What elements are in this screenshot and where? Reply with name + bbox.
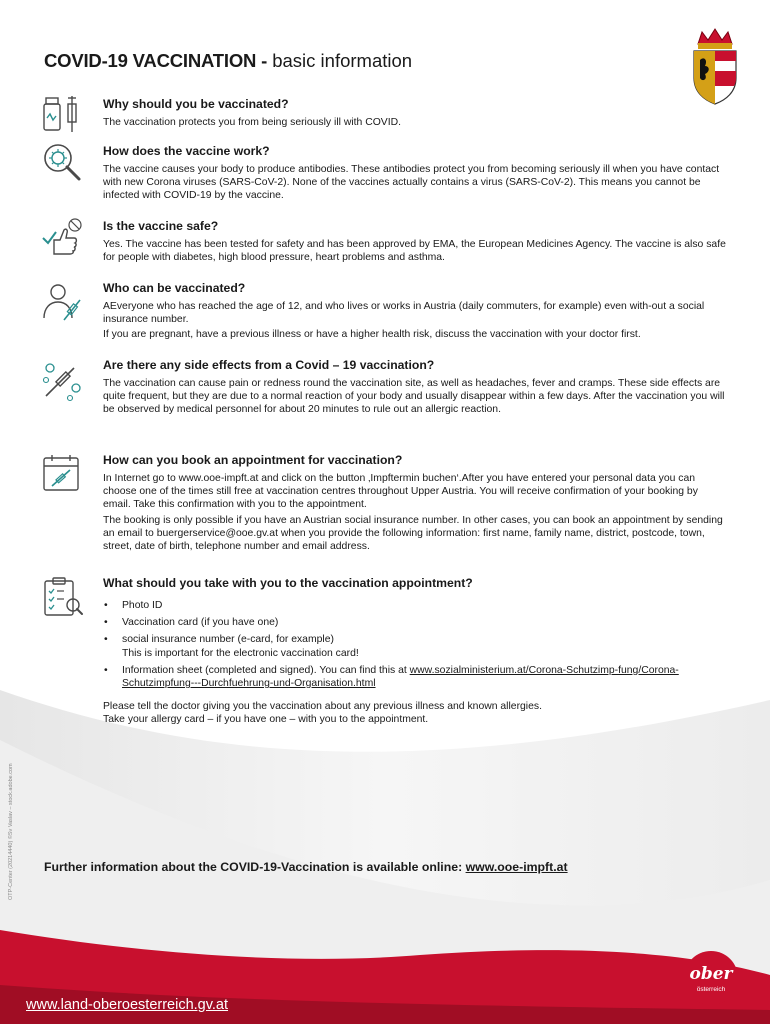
section-why-vaccinated [103,97,728,129]
list-item: • Photo ID [103,599,728,612]
clipboard-checklist-icon [40,575,84,619]
person-syringe-icon [40,280,84,324]
list-item: • social insurance number (e-card, for example) This is important for the electronic vaccination card! [103,633,728,659]
syringe-virus-icon [40,358,84,402]
vaccine-vial-syringe-icon [40,92,84,136]
coat-of-arms-icon [688,26,742,106]
photo-credit: OTP-Center (20214440) ©Sv Vaslav – stock.adobe.com [8,763,14,900]
section-heading: How does the vaccine work? [103,144,270,158]
section-text: In Internet go to www.ooe-impft.at and click on the button ‚Impftermin buchen‘.After you have entered your personal data you can choose one of the times still free at vaccination centres throughout Upper Austria. You will receive confirmation of your booking by email. Take this confirmation with you to the appointment. [103,473,698,511]
section-vaccine-safe [103,219,728,264]
section-heading: Are there any side effects from a Covid – 19 vaccination? [103,358,435,372]
footer-website-link[interactable]: www.land-oberoesterreich.gv.at [26,997,229,1013]
section-text: If you are pregnant, have a previous illness or have a higher health risk, discuss the vaccination with your doctor first. [103,329,641,341]
ooe-impft-link[interactable]: www.ooe-impft.at [465,860,568,874]
list-item: • Information sheet (completed and signed). You can find this at www.sozialministerium.at/Corona-Schutzimp-fung/Corona-Schutzimpfung---Durchfuehrung-und-Organisation.html [103,664,728,690]
virus-magnifier-icon [40,140,84,184]
svg-text:ober: ober [689,964,733,984]
section-text: The vaccination protects you from being seriously ill with COVID. [103,117,401,128]
section-text: Yes. The vaccine has been tested for safety and has been approved by EMA, the European Medicines Agency. The vaccine is also safe for people with diabetes, high blood pressure, heart problems and asthma. [103,239,726,264]
section-heading: Who can be vaccinated? [103,281,246,295]
section-heading: Is the vaccine safe? [103,219,219,233]
section-text: AEveryone who has reached the age of 12, and who lives or works in Austria (daily commuters, for example) even with-out a social insurance number. [103,301,705,326]
closing-note: Please tell the doctor giving you the vaccination about any previous illness and known allergies. Take your allergy card – if you have one – with you to the appointment. [103,701,542,726]
list-item: • Vaccination card (if you have one) [103,616,728,629]
checklist [103,599,728,690]
section-heading: What should you take with you to the vaccination appointment? [103,576,473,590]
calendar-syringe-icon [40,452,84,496]
page-title: COVID-19 VACCINATION - basic information [44,50,413,71]
section-text: The vaccination can cause pain or redness round the vaccination site, as well as headaches, fever and cramps. These side effects are quite frequent, but they are due to a normal reaction of your body and usually disappear within a few days. After the vaccination you will be observed by medical personnel for about 20 minutes to rule out an allergic reaction. [103,378,725,416]
ober-oesterreich-logo [683,950,739,1006]
sozialministerium-link[interactable]: www.sozialministerium.at/Corona-Schutzimp-fung/Corona-Schutzimpfung---Durchfuehrung-und-Organisation.html [122,664,679,690]
section-book-appointment [103,453,728,553]
section-text: The vaccine causes your body to produce antibodies. These antibodies protect you from becoming seriously ill when you have contact with new Corona viruses (SARS-CoV-2). None of the vaccines actually contains a virus (SARS-CoV-2). This means you cannot be infected with COVID-19 by the vaccine. [103,164,720,202]
section-what-to-take [103,576,728,694]
section-heading: Why should you be vaccinated? [103,97,289,111]
further-info: Further information about the COVID-19-Vaccination is available online: www.ooe-impft.at [44,860,568,874]
section-heading: How can you book an appointment for vaccination? [103,453,403,467]
section-how-vaccine-works [103,144,728,203]
thumbs-up-check-icon [40,216,84,260]
section-who-can-be-vaccinated [103,281,728,342]
section-text: The booking is only possible if you have an Austrian social insurance number. In other cases, you can book an appointment by sending an email to buergerservice@ooe.gv.at when you provide the following information: first name, family name, district, postcode, town, street, date of birth, telephone number and email address. [103,514,723,553]
section-side-effects [103,358,728,417]
svg-text:österreich: österreich [696,986,726,993]
